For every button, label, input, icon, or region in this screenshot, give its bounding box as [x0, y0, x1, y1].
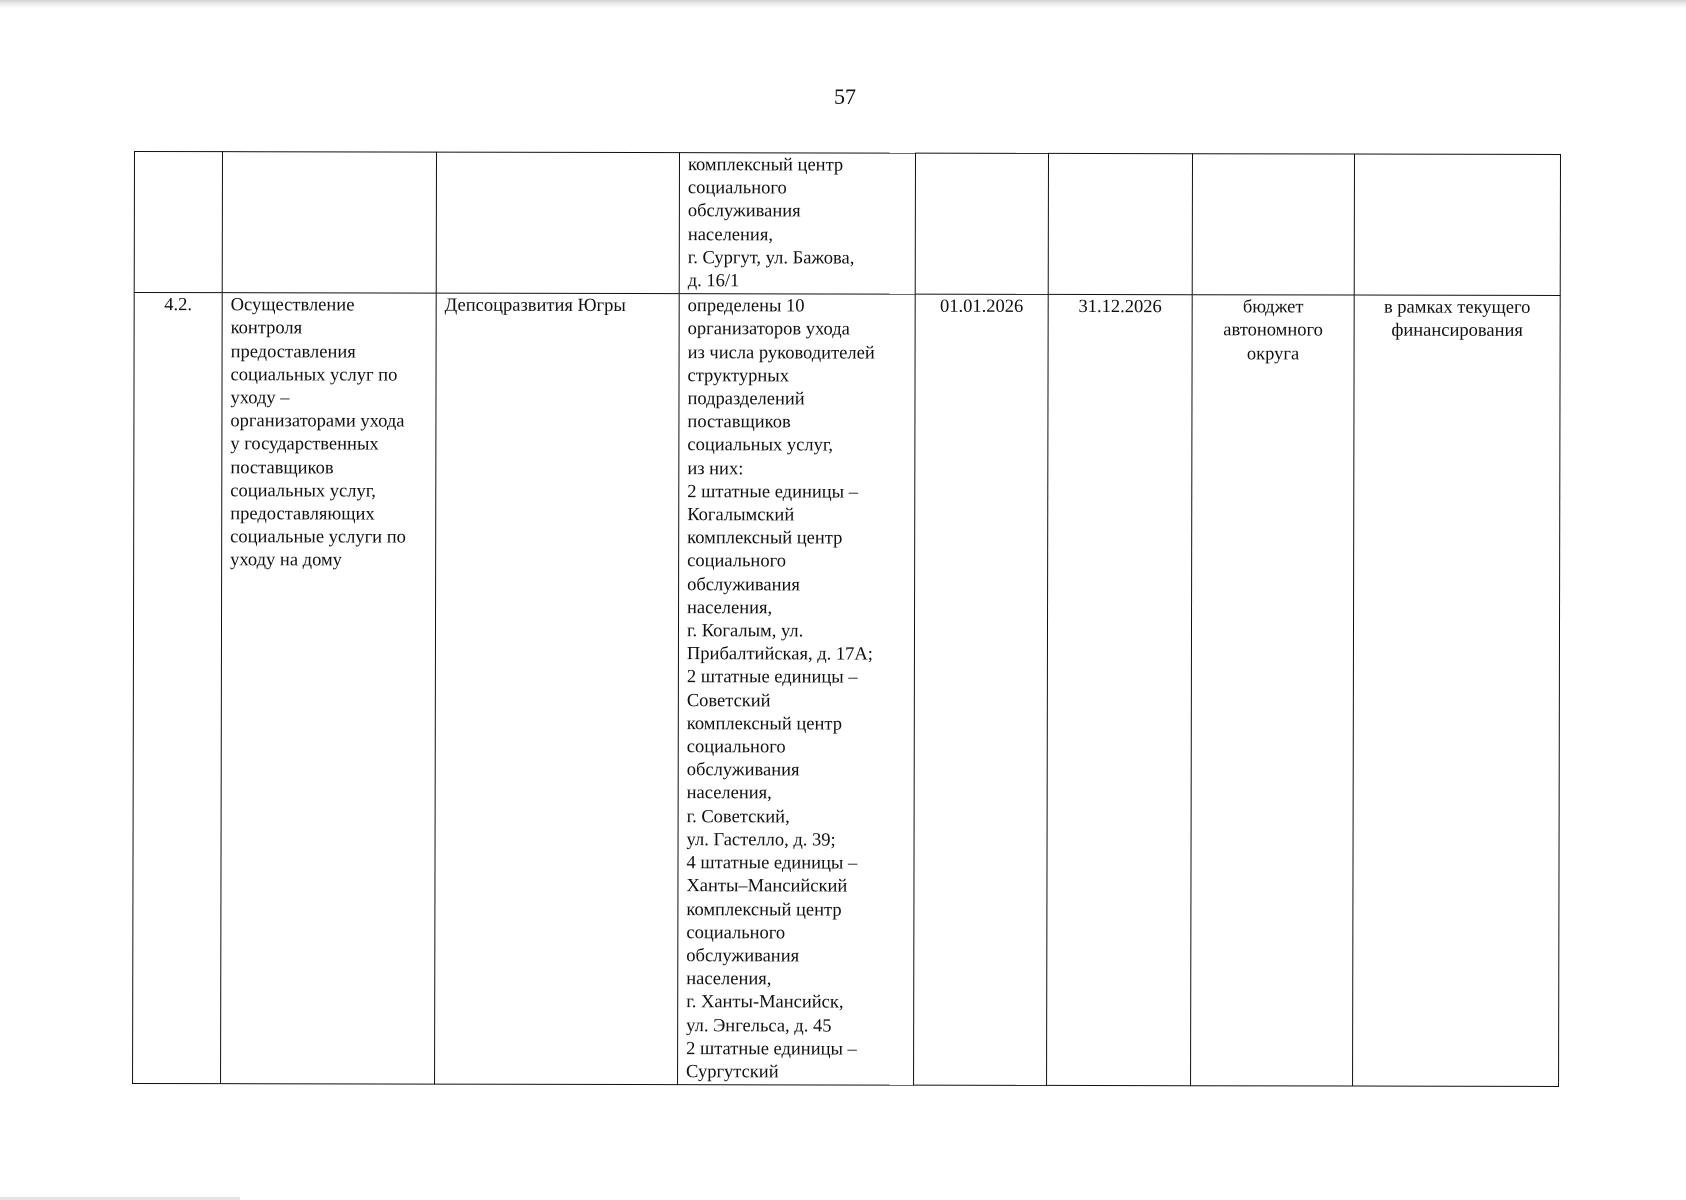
result-line: г. Советский, — [686, 806, 790, 828]
cell-responsible: Депсоцразвития Югры — [435, 293, 680, 1084]
plan-table — [132, 151, 1560, 1083]
activity-line: уходу на дому — [230, 550, 342, 571]
result-line: Советский — [686, 690, 771, 712]
result-line: комплексный центр — [687, 155, 844, 176]
result-line: населения, — [687, 598, 773, 619]
source-line: автономного — [1223, 320, 1323, 341]
result-line: социального — [686, 922, 786, 944]
result-line: г. Ханты-Мансийск, — [686, 992, 844, 1013]
result-line: 4 штатные единицы – — [686, 853, 858, 874]
result-line: г. Когалым, ул. — [686, 621, 804, 642]
cell-result — [679, 153, 915, 295]
result-line: Прибалтийская, д. 17А; — [686, 644, 873, 665]
result-line: из них: — [687, 458, 744, 479]
activity-line: социальных услуг, — [230, 481, 376, 502]
cell-start-date — [915, 153, 1048, 294]
result-line: поставщиков — [687, 412, 791, 433]
cell-funding-source — [1192, 154, 1354, 296]
page-number: 57 — [834, 84, 856, 109]
cell-start-date: 01.01.2026 — [914, 294, 1049, 1085]
cell-funding-source — [1191, 295, 1355, 1086]
result-line: 2 штатные единицы – — [686, 667, 858, 688]
result-line: Сургутский — [686, 1062, 779, 1083]
result-line: обслуживания — [686, 946, 800, 967]
activity-line: поставщиков — [230, 457, 334, 479]
cell-activity — [221, 293, 437, 1084]
result-line: Ханты–Мансийский — [686, 876, 848, 897]
result-line: комплексный центр — [686, 714, 842, 735]
result-line: обслуживания — [687, 574, 800, 596]
cell-activity — [222, 152, 436, 294]
result-line: ул. Гастелло, д. 39; — [686, 830, 836, 851]
activity-line: организаторами ухода — [230, 411, 405, 432]
result-line: ул. Энгельса, д. 45 — [686, 1015, 832, 1036]
result-line: социального — [686, 737, 786, 758]
activity-line: предоставления — [230, 341, 356, 363]
result-line: обслуживания — [686, 760, 800, 781]
result-line: Когалымский — [687, 505, 795, 526]
amount-line: финансирования — [1391, 321, 1523, 342]
result-line: структурных — [687, 365, 790, 387]
result-line: 2 штатные единицы – — [687, 482, 859, 503]
activity-line: уходу – — [230, 388, 290, 409]
activity-line: Осуществление — [230, 295, 355, 316]
cell-result — [678, 294, 916, 1085]
activity-line: социальных услуг по — [230, 365, 398, 386]
result-line: определены 10 — [687, 296, 805, 317]
source-line: бюджет — [1242, 297, 1304, 318]
cell-number — [134, 152, 222, 293]
result-line: социального — [687, 551, 787, 572]
result-line: населения, — [686, 969, 772, 990]
source-line: округа — [1246, 343, 1300, 365]
cell-end-date: 31.12.2026 — [1047, 295, 1193, 1086]
scan-top-edge — [0, 0, 1686, 8]
cell-responsible — [436, 152, 679, 294]
table-row-4-2 — [133, 293, 1561, 1087]
result-line: д. 16/1 — [687, 271, 740, 292]
result-line: подразделений — [687, 389, 805, 410]
result-line: г. Сургут, ул. Бажова, — [687, 247, 855, 269]
cell-funding-amount — [1353, 295, 1561, 1086]
result-line: из числа руководителей — [687, 342, 875, 364]
result-line: обслуживания — [687, 201, 801, 222]
result-line: комплексный центр — [686, 899, 842, 920]
activity-line: контроля — [230, 318, 303, 339]
activity-line: предоставляющих — [230, 504, 375, 525]
activity-line: у государственных — [230, 434, 379, 455]
result-line: комплексный центр — [687, 528, 843, 549]
result-line: социального — [687, 178, 787, 199]
result-line: населения, — [687, 224, 773, 245]
cell-number: 4.2. — [133, 293, 223, 1084]
amount-line: в рамках текущего — [1383, 297, 1531, 319]
result-line: социальных услуг, — [687, 435, 833, 456]
activity-line: социальные услуги по — [230, 527, 406, 548]
table-row-continued — [134, 152, 1560, 296]
cell-funding-amount — [1354, 154, 1560, 296]
result-line: организаторов ухода — [687, 319, 850, 340]
result-line: населения, — [686, 783, 772, 804]
result-line: 2 штатные единицы – — [686, 1038, 857, 1060]
cell-end-date — [1048, 153, 1192, 295]
activities-table — [132, 151, 1561, 1087]
